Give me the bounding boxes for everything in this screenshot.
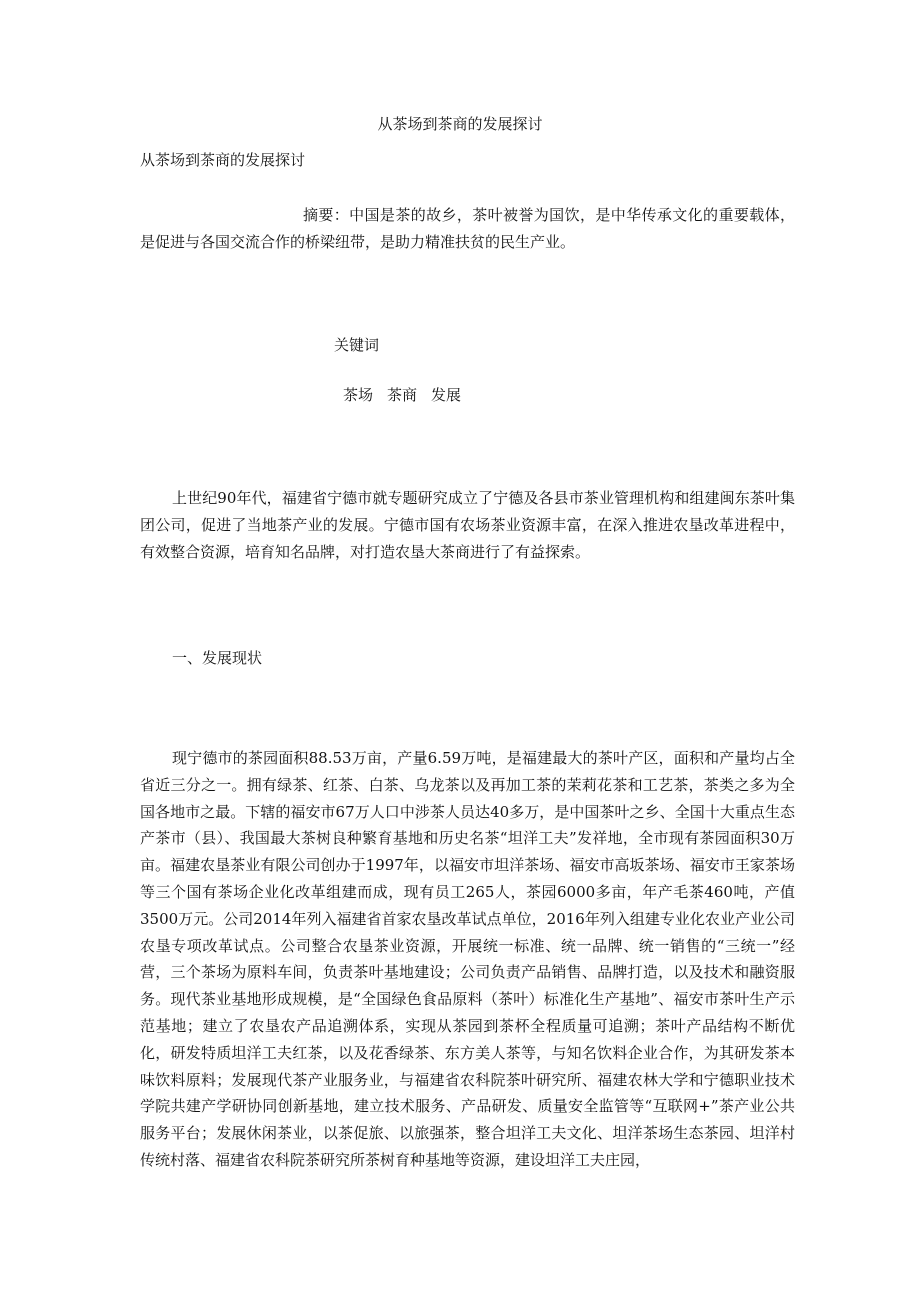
keywords-label: 关键词 <box>334 336 380 354</box>
body-paragraph: 现宁德市的茶园面积88.53万亩，产量6.59万吨，是福建最大的茶叶产区，面积和产量均占全省近三分之一。拥有绿茶、红茶、白茶、乌龙茶以及再加工茶的茉莉花茶和工艺茶，茶类之多为全国各地市之最。下辖的福安市67万人口中涉茶人员达40多万，是中国茶叶之乡、全国十大重点生态产茶市（县）、我国最大茶树良种繁育基地和历史名茶“坦洋工夫”发祥地，全市现有茶园面积30万亩。福建农垦茶业有限公司创办于1997年，以福安市坦洋茶场、福安市高坂茶场、福安市王家茶场等三个国有茶场企业化改革组建而成，现有员工265人，茶园6000多亩，年产毛茶460吨，产值3500万元。公司2014年列入福建省首家农垦改革试点单位，2016年列入组建专业化农业产业公司农垦专项改革试点。公司整合农垦茶业资源，开展统一标准、统一品牌、统一销售的“三统一”经营，三个茶场为原料车间，负责茶叶基地建设；公司负责产品销售、品牌打造，以及技术和融资服务。现代茶业基地形成规模，是“全国绿色食品原料（茶叶）标准化生产基地”、福安市茶叶生产示范基地；建立了农垦农产品追溯体系，实现从茶园到茶杯全程质量可追溯；茶叶产品结构不断优化，研发特质坦洋工夫红茶，以及花香绿茶、东方美人茶等，与知名饮料企业合作，为其研发茶本味饮料原料；发展现代茶产业服务业，与福建省农科院茶叶研究所、福建农林大学和宁德职业技术学院共建产学研协同创新基地，建立技术服务、产品研发、质量安全监管等“互联网+”茶产业公共服务平台；发展休闲茶业，以茶促旅、以旅强茶，整合坦洋工夫文化、坦洋茶场生态茶园、坦洋村传统村落、福建省农科院茶研究所茶树育种基地等资源，建设坦洋工夫庄园， <box>140 749 795 1169</box>
document-title: 从茶场到茶商的发展探讨 <box>377 115 543 133</box>
intro-paragraph: 上世纪90年代，福建省宁德市就专题研究成立了宁德及各县市茶业管理机构和组建闽东茶叶集团公司，促进了当地茶产业的发展。宁德市国有农场茶业资源丰富，在深入推进农垦改革进程中，有效整合资源，培育知名品牌，对打造农垦大茶商进行了有益探索。 <box>140 489 795 561</box>
document-subtitle: 从茶场到茶商的发展探讨 <box>140 151 306 169</box>
keyword-item: 茶场 <box>343 386 374 404</box>
keywords-list <box>343 388 475 403</box>
section-heading: 一、发展现状 <box>172 649 263 667</box>
abstract-paragraph: 摘要：中国是茶的故乡，茶叶被誉为国饮，是中华传承文化的重要载体，是促进与各国交流合作的桥梁纽带，是助力精准扶贫的民生产业。 <box>140 206 795 251</box>
keyword-item: 发展 <box>431 386 462 404</box>
keyword-item: 茶商 <box>387 386 418 404</box>
